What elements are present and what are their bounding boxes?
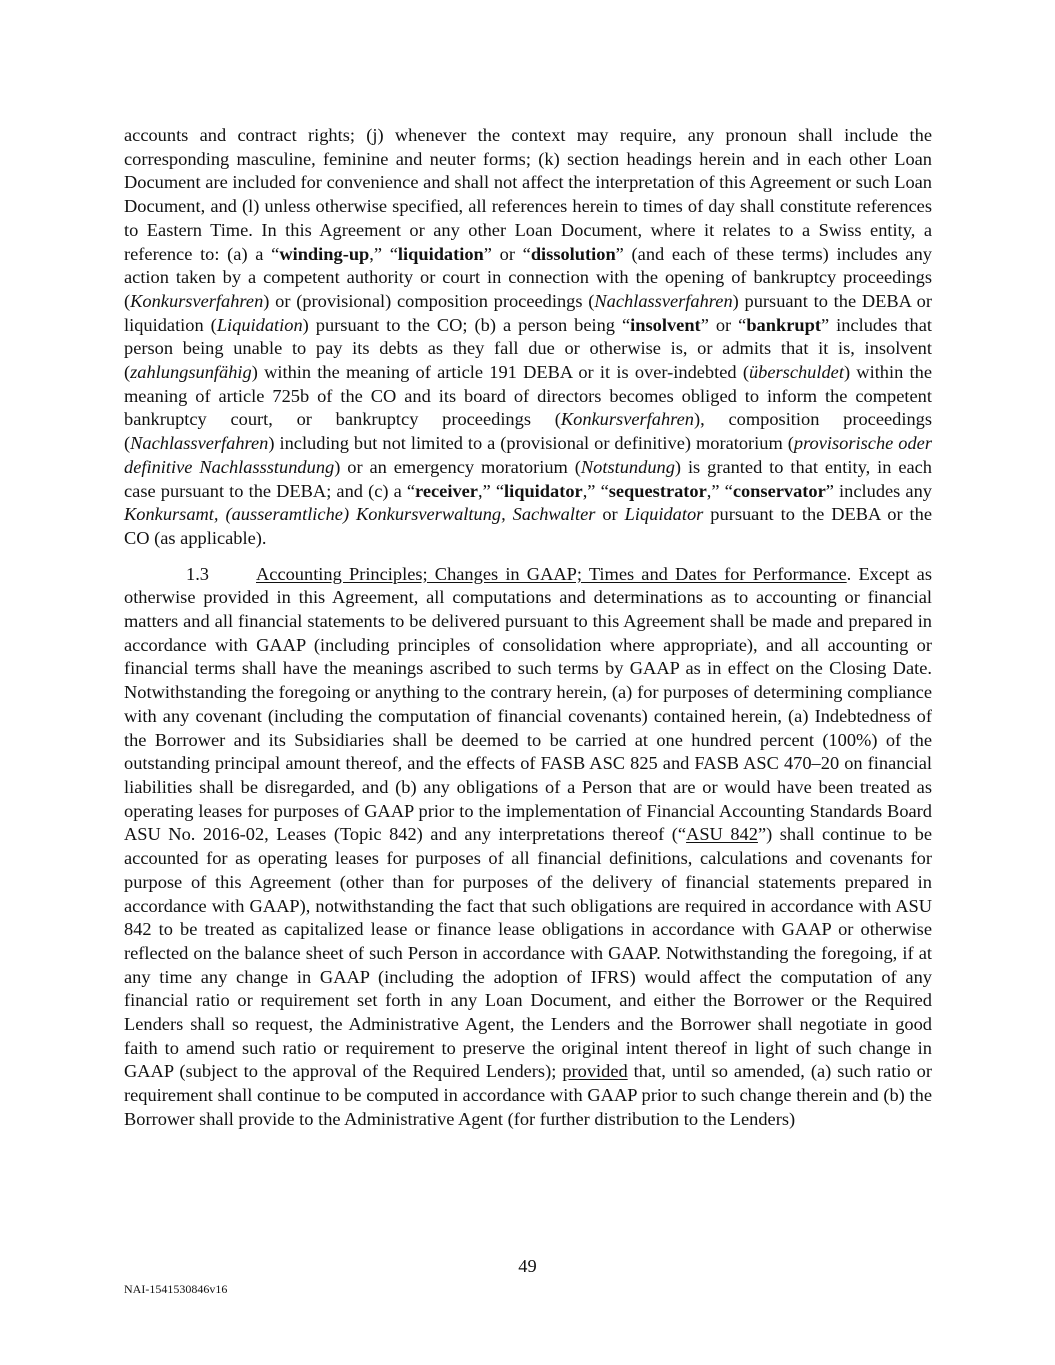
- proviso-term: provided: [562, 1061, 628, 1082]
- foreign-term: Konkursamt, (ausseramtliche) Konkursverwaltung, Sachwalter: [124, 504, 596, 525]
- page-number: 49: [518, 1256, 537, 1276]
- text-run: ” or “: [700, 314, 747, 335]
- defined-term-dissolution: dissolution: [530, 243, 616, 264]
- text-run: ” includes any: [825, 480, 932, 501]
- defined-term-insolvent: insolvent: [630, 314, 701, 335]
- foreign-term: Konkursverfahren: [130, 290, 264, 311]
- defined-term-receiver: receiver: [415, 480, 478, 501]
- text-run: ) pursuant to the CO; (b) a person being “: [302, 314, 631, 335]
- text-run: ,” “: [582, 480, 609, 501]
- text-run: ) within the meaning of article 191 DEBA or it is over-indebted (: [251, 362, 749, 383]
- text-run: ) within the meaning of article 725b of the CO and its board of directors becomes obliged to inform the competent bankruptcy court, or bankruptcy proceedings (: [124, 362, 932, 430]
- text-run: ,” “: [369, 243, 398, 264]
- foreign-term: Nachlassverfahren: [130, 433, 269, 454]
- text-run: accounts and contract rights; (j) whenever the context may require, any pronoun shall include the corresponding masculine, feminine and neuter forms; (k) section headings herein and in each other Loan Document are included for convenience and shall not affect the interpretation of this Agreement or such Loan Document, and (l) unless otherwise specified, all references herein to times of day shall constitute references to Eastern Time. In this Agreement or any other Loan Document, where it relates to a Swiss entity, a reference to: (a) a “: [124, 125, 932, 264]
- text-run: ” or “: [483, 243, 531, 264]
- foreign-term: Liquidator: [624, 504, 704, 525]
- defined-term-liquidator: liquidator: [504, 480, 583, 501]
- text-run: ) including but not limited to a (provisional or definitive) moratorium (: [268, 433, 794, 454]
- text-run: ,” “: [706, 480, 733, 501]
- foreign-term: Notstundung: [580, 456, 675, 477]
- defined-term-asu-842: ASU 842: [686, 824, 758, 845]
- foreign-term: zahlungsunfähig: [130, 362, 252, 383]
- text-run: ,” “: [477, 480, 504, 501]
- text-run: ”) shall continue to be accounted for as operating leases for purposes of all financial definitions, calculations and covenants for purpose of this Agreement (other than for purposes of the delivery of financial statements prepared in accordance with GAAP), notwithstanding the fact that such obligations are required in accordance with ASU 842 to be treated as capitalized lease or finance lease obligations in accordance with GAAP or otherwise reflected on the balance sheet of such Person in accordance with GAAP. Notwithstanding the foregoing, if at any time any change in GAAP (including the adoption of IFRS) would affect the computation of any financial ratio or requirement set forth in any Loan Document, and either the Borrower or the Required Lenders shall so request, the Administrative Agent, the Lenders and the Borrower shall negotiate in good faith to amend such ratio or requirement to preserve the original intent thereof in light of such change in GAAP (subject to the approval of the Required Lenders);: [124, 824, 932, 1082]
- text-run: ) or an emergency moratorium (: [334, 456, 581, 477]
- defined-term-winding-up: winding-up: [279, 243, 370, 264]
- section-heading: Accounting Principles; Changes in GAAP; Times and Dates for Performance: [256, 563, 847, 584]
- foreign-term: Liquidation: [216, 314, 303, 335]
- text-run: ” (and each of these terms) includes any action taken by a competent authority or court in connection with the opening of bankruptcy proceedings (: [124, 243, 932, 311]
- defined-term-liquidation: liquidation: [397, 243, 484, 264]
- text-run: ), composition proceedings (: [124, 409, 933, 454]
- document-body: [124, 124, 932, 1132]
- text-run: Except as otherwise provided in this Agreement, all computations and determinations as to accounting or financial matters and all financial statements to be delivered pursuant to this Agreement shall be made and prepared in accordance with GAAP (including principles of consolidation where appropriate), and all accounting or financial terms shall have the meanings ascribed to such terms by GAAP as in effect on the Closing Date. Notwithstanding the foregoing or anything to the contrary herein, (a) for purposes of determining compliance with any covenant (including the computation of financial covenants) contained herein, (a) Indebtedness of the Borrower and its Subsidiaries shall be deemed to be carried at one hundred percent (100%) of the outstanding principal amount thereof, and the effects of FASB ASC 825 and FASB ASC 470–20 on financial liabilities shall be disregarded, and (b) any obligations of a Person that are or would have been treated as operating leases for purposes of GAAP prior to the implementation of Financial Accounting Standards Board ASU No. 2016-02, Leases (Topic 842) and any interpretations thereof (“: [124, 563, 932, 845]
- foreign-term: überschuldet: [748, 362, 844, 383]
- paragraph-swiss-definitions: [124, 124, 932, 551]
- text-run: .: [846, 563, 852, 584]
- text-run: pursuant to the DEBA or the CO (as applicable).: [124, 504, 933, 548]
- foreign-term: Nachlassverfahren: [594, 290, 733, 311]
- text-run: ” includes that person being unable to pay its debts as they fall due or otherwise is, or admits that it is, insolvent (: [124, 314, 932, 383]
- text-run: that, until so amended, (a) such ratio or requirement shall continue to be computed in accordance with GAAP prior to such change therein and (b) the Borrower shall provide to the Administrative Agent (for further distribution to the Lenders): [124, 1061, 932, 1129]
- foreign-term: Konkursverfahren: [560, 409, 695, 430]
- section-number: 1.3: [186, 563, 209, 584]
- text-run: or: [595, 504, 625, 525]
- document-id: NAI-1541530846v16: [124, 1282, 228, 1296]
- section-1-3: [124, 563, 932, 1132]
- foreign-term: provisorische oder definitive Nachlassstundung: [124, 433, 932, 477]
- text-run: ) or (provisional) composition proceedings (: [263, 290, 595, 311]
- defined-term-conservator: conservator: [732, 480, 826, 501]
- defined-term-bankrupt: bankrupt: [746, 314, 821, 335]
- defined-term-sequestrator: sequestrator: [608, 480, 707, 501]
- text-run: ) pursuant to the DEBA or liquidation (: [124, 290, 933, 335]
- text-run: ) is granted to that entity, in each case pursuant to the DEBA; and (c) a “: [124, 456, 933, 501]
